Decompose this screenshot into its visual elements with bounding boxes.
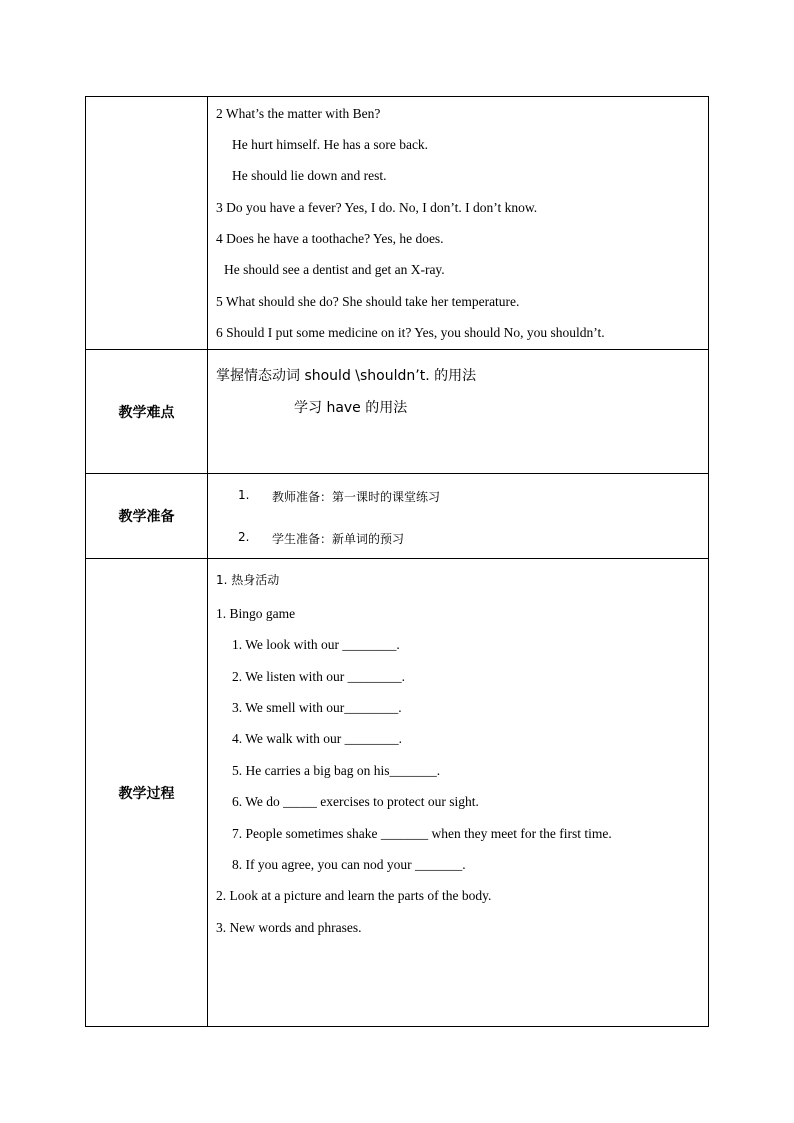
process-heading: 1. 热身活动 xyxy=(216,573,280,587)
prep-item-text: 教师准备：第一课时的课堂练习 xyxy=(272,490,441,504)
difficulty-line-2: 学习 have 的用法 xyxy=(294,400,408,416)
prep-item-number: 1. xyxy=(238,488,250,502)
sentence-line: 2 What’s the matter with Ben? xyxy=(216,106,381,121)
preparation-row xyxy=(86,473,708,558)
sentence-line: He hurt himself. He has a sore back. xyxy=(232,137,429,152)
prep-item-text: 学生准备：新单词的预习 xyxy=(272,532,405,546)
sentence-line: 4 Does he have a toothache? Yes, he does. xyxy=(216,231,444,246)
process-cell xyxy=(208,559,708,1026)
sentences-row xyxy=(86,97,708,349)
process-line: 1. We look with our ________. xyxy=(232,637,400,652)
difficulty-cell xyxy=(208,350,708,473)
process-line: 7. People sometimes shake _______ when they meet for the first time. xyxy=(232,826,612,841)
process-row xyxy=(86,558,708,1026)
difficulty-label: 教学难点 xyxy=(86,350,208,473)
process-line: 1. Bingo game xyxy=(216,606,296,621)
process-line: 2. Look at a picture and learn the parts of the body. xyxy=(216,888,492,903)
sentence-line: 6 Should I put some medicine on it? Yes, you should No, you shouldn’t. xyxy=(216,325,605,340)
preparation-label: 教学准备 xyxy=(86,474,208,558)
sentence-line: 5 What should she do? She should take her temperature. xyxy=(216,294,520,309)
sentence-line: He should see a dentist and get an X-ray. xyxy=(224,262,445,277)
process-line: 5. He carries a big bag on his_______. xyxy=(232,763,441,778)
row-label-empty xyxy=(86,97,208,349)
process-line: 8. If you agree, you can nod your _______. xyxy=(232,857,466,872)
difficulty-row xyxy=(86,349,708,473)
sentence-line: He should lie down and rest. xyxy=(232,168,387,183)
process-line: 6. We do _____ exercises to protect our sight. xyxy=(232,794,479,809)
process-label: 教学过程 xyxy=(86,559,208,1026)
sentences-cell xyxy=(208,97,708,349)
process-line: 2. We listen with our ________. xyxy=(232,669,406,684)
difficulty-line-1: 掌握情态动词 should \shouldn’t. 的用法 xyxy=(216,368,477,384)
lesson-plan-table xyxy=(85,96,709,1027)
preparation-cell xyxy=(208,474,708,558)
process-line: 3. We smell with our________. xyxy=(232,700,402,715)
prep-item-number: 2. xyxy=(238,530,250,544)
process-line: 3. New words and phrases. xyxy=(216,920,362,935)
sentence-line: 3 Do you have a fever? Yes, I do. No, I don’t. I don’t know. xyxy=(216,200,538,215)
process-line: 4. We walk with our ________. xyxy=(232,731,403,746)
